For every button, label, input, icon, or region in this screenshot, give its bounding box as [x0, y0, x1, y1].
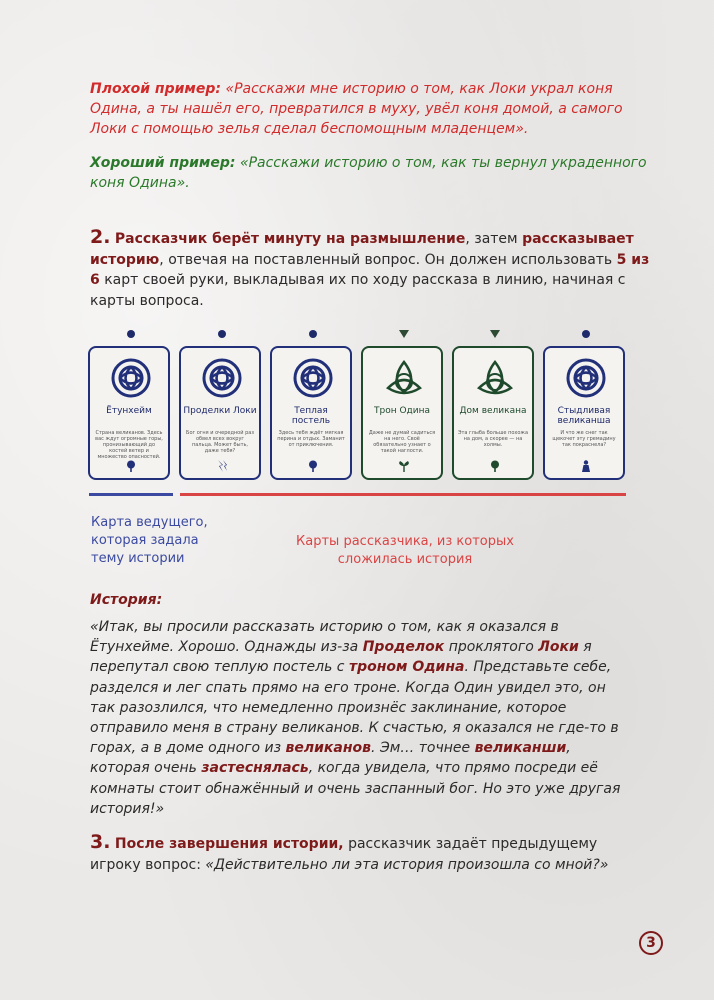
- page-number: 3: [639, 931, 663, 955]
- card-text: Даже не думай садиться на него. Своё обязательно узнает о такой наглости.: [368, 430, 436, 454]
- step-2-part6: карт своей руки, выкладывая их по ходу рассказа в линию, начиная с карты вопроса.: [90, 272, 626, 309]
- card-text: И что же снег так щекочет эту гремадину так покраснела?: [552, 430, 616, 448]
- card-text: Бог огня и очередной раз обвел всех вокруг пальца. Может быть, даже тебя?: [186, 430, 254, 454]
- card-title: Дом великана: [459, 406, 527, 416]
- bad-example: [90, 79, 650, 139]
- dot-marker: [582, 330, 590, 338]
- tree-icon: [125, 460, 137, 472]
- card-1: [88, 330, 174, 486]
- host-card-label: Карта ведущего, которая задала тему истории: [91, 515, 208, 566]
- dot-marker: [127, 330, 135, 338]
- good-example: [90, 153, 650, 193]
- step-2-part3: рассказывает историю: [90, 231, 634, 268]
- story-segment: проклятого: [444, 639, 539, 656]
- card-title: Трон Одина: [373, 406, 431, 416]
- card-face: [361, 346, 443, 480]
- bad-example-text: «Расскажи мне историю о том, как Локи украл коня Одина, а ты нашёл его, превратился в муху, увёл коня домой, а самого Локи с помощью зелья сделал беспомощным младенцем».: [90, 81, 623, 137]
- bad-example-label: Плохой пример:: [90, 81, 221, 97]
- card-5: [452, 330, 538, 486]
- triangle-marker: [399, 330, 409, 338]
- host-card-underline: [89, 493, 173, 496]
- step-2-part2: , затем: [465, 231, 523, 247]
- good-example-label: Хороший пример:: [90, 155, 236, 171]
- triquetra-icon: [475, 358, 515, 398]
- card-title: Стыдливая великанша: [557, 406, 611, 426]
- story-text: [90, 617, 630, 819]
- storyteller-cards-label: Карты рассказчика, из которых сложилась история: [296, 534, 514, 567]
- card-face: [270, 346, 352, 480]
- card-title: Ётунхейм: [106, 406, 152, 416]
- story-highlight: великанов: [285, 740, 372, 757]
- step-3-part1: После завершения истории,: [114, 836, 344, 852]
- card-text: Страна великанов. Здесь вас ждут огромные горы, пронизывающий до костей ветер и множество опасностей.: [95, 430, 163, 460]
- step-3-part2: рассказчик задаёт предыдущему игроку вопрос:: [90, 836, 598, 873]
- step-2-part4: , отвечая на поставленный вопрос. Он должен использовать: [159, 251, 617, 268]
- celtic-knot-icon: [293, 358, 333, 398]
- story-segment: , которая очень: [90, 740, 571, 777]
- tree-icon: [489, 460, 501, 472]
- story-highlight: великанши: [474, 740, 567, 757]
- celtic-knot-icon: [111, 358, 151, 398]
- card-title: Теплая постель: [291, 406, 331, 426]
- tree-icon: [307, 460, 319, 472]
- good-example-text: «Расскажи историю о том, как ты вернул украденного коня Одина».: [90, 155, 647, 191]
- card-4: [361, 330, 447, 486]
- story-highlight: застеснялась: [201, 760, 309, 777]
- story-segment: , когда увидела, что прямо посреди её комнаты стоит обнажённый и очень заспанный бог. Но это уже другая история!»: [90, 760, 621, 817]
- story-highlight: Проделок: [362, 639, 445, 656]
- story-highlight: Локи: [538, 639, 579, 656]
- step-3-part3: «Действительно ли эта история произошла со мной?»: [205, 856, 609, 873]
- story-segment: . Эм… точнее: [371, 740, 475, 757]
- axe-icon: [398, 460, 410, 472]
- card-face: [179, 346, 261, 480]
- celtic-knot-icon: [566, 358, 606, 398]
- card-title: Проделки Локи: [183, 406, 257, 416]
- card-2: [179, 330, 265, 486]
- card-6: [543, 330, 629, 486]
- card-row: [88, 330, 628, 490]
- celtic-knot-icon: [202, 358, 242, 398]
- card-face: [88, 346, 170, 480]
- triangle-marker: [490, 330, 500, 338]
- card-face: [452, 346, 534, 480]
- person-icon: [580, 460, 592, 472]
- card-3: [270, 330, 356, 486]
- card-text: Эта глыба больше похожа на дом, а скорее — на холмы.: [458, 430, 529, 448]
- triquetra-icon: [384, 358, 424, 398]
- card-text: Здесь тебя ждёт мягкая перина и отдых. Заманит от приключения.: [277, 430, 345, 448]
- step-2-part1: Рассказчик берёт минуту на размышление: [114, 231, 466, 247]
- step-3-number: 3.: [90, 831, 111, 853]
- story-segment: . Представьте себе, разделся и лег спать прямо на его троне. Когда Один увидел это, он так разозлился, что немедленно произнёс заклинание, которое отправило меня в страну великанов. К счастью, я оказался не где-то в горах, а в доме одного из: [90, 659, 619, 757]
- card-face: [543, 346, 625, 480]
- lightning-icon: [216, 460, 228, 472]
- step-2-number: 2.: [90, 226, 111, 248]
- story-segment: «Итак, вы просили рассказать историю о том, как я оказался в Ётунхейме. Хорошо. Однажды из-за: [90, 619, 559, 656]
- story-highlight: троном Одина: [348, 659, 465, 676]
- story-title: История:: [90, 592, 163, 608]
- step-3: [90, 832, 650, 875]
- story-segment: я перепутал свою теплую постель с: [90, 639, 592, 676]
- dot-marker: [309, 330, 317, 338]
- step-2-part5: 5 из 6: [90, 251, 650, 288]
- step-2: [90, 227, 650, 311]
- storyteller-cards-underline: [180, 493, 626, 496]
- dot-marker: [218, 330, 226, 338]
